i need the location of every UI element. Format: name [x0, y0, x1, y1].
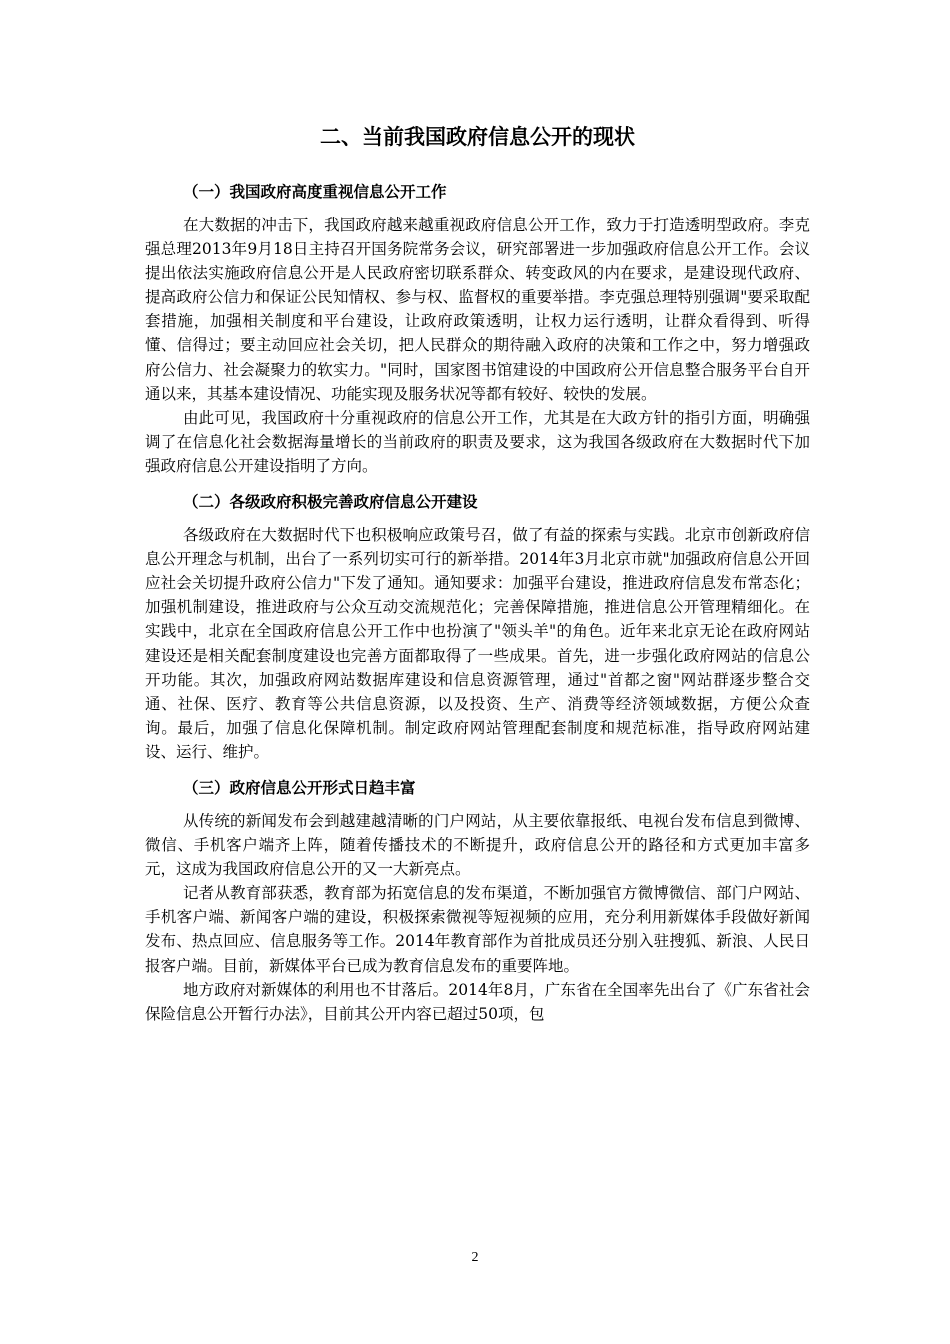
- paragraph: 在大数据的冲击下，我国政府越来越重视政府信息公开工作，致力于打造透明型政府。李克强总理2013年9月18日主持召开国务院常务会议，研究部署进一步加强政府信息公开工作。会议提出依法实施政府信息公开是人民政府密切联系群众、转变政风的内在要求，是建设现代政府、提高政府公信力和保证公民知情权、参与权、监督权的重要举措。李克强总理特别强调"要采取配套措施，加强相关制度和平台建设，让政府政策透明，让权力运行透明，让群众看得到、听得懂、信得过；要主动回应社会关切，把人民群众的期待融入政府的决策和工作之中，努力增强政府公信力、社会凝聚力的软实力。"同时，国家图书馆建设的中国政府公开信息整合服务平台自开通以来，其基本建设情况、功能实现及服务状况等都有较好、较快的发展。: [145, 216, 810, 403]
- page-content: [145, 122, 810, 1026]
- paragraph: 由此可见，我国政府十分重视政府的信息公开工作，尤其是在大政方针的指引方面，明确强调了在信息化社会数据海量增长的当前政府的职责及要求，这为我国各级政府在大数据时代下加强政府信息公开建设指明了方向。: [145, 408, 810, 475]
- section-1: [145, 180, 810, 478]
- paragraph: 各级政府在大数据时代下也积极响应政策号召，做了有益的探索与实践。北京市创新政府信息公开理念与机制，出台了一系列切实可行的新举措。2014年3月北京市就"加强政府信息公开回应社会关切提升政府公信力"下发了通知。通知要求：加强平台建设，推进政府信息发布常态化；加强机制建设，推进政府与公众互动交流规范化；完善保障措施，推进信息公开管理精细化。在实践中，北京在全国政府信息公开工作中也扮演了"领头羊"的角色。近年来北京无论在政府网站建设还是相关配套制度建设也完善方面都取得了一些成果。首先，进一步强化政府网站的信息公开功能。其次，加强政府网站数据库建设和信息资源管理，通过"首都之窗"网站群逐步整合交通、社保、医疗、教育等公共信息资源，以及投资、生产、消费等经济领域数据，方便公众查询。最后，加强了信息化保障机制。制定政府网站管理配套制度和规范标准，指导政府网站建设、运行、维护。: [145, 526, 810, 761]
- section-heading: （三）政府信息公开形式日趋丰富: [183, 778, 416, 797]
- section-2: [145, 490, 810, 764]
- paragraph: 从传统的新闻发布会到越建越清晰的门户网站，从主要依靠报纸、电视台发布信息到微博、微信、手机客户端齐上阵，随着传播技术的不断提升，政府信息公开的路径和方式更加丰富多元，这成为我国政府信息公开的又一大新亮点。: [145, 811, 810, 879]
- paragraph: 记者从教育部获悉，教育部为拓宽信息的发布渠道，不断加强官方微博微信、部门户网站、手机客户端、新闻客户端的建设，积极探索微视等短视频的应用，充分利用新媒体手段做好新闻发布、热点回应、信息服务等工作。2014年教育部作为首批成员还分别入驻搜狐、新浪、人民日报客户端。目前，新媒体平台已成为教育信息发布的重要阵地。: [145, 884, 810, 975]
- section-heading: （一）我国政府高度重视信息公开工作: [183, 183, 447, 201]
- section-heading: （二）各级政府积极完善政府信息公开建设: [183, 493, 478, 512]
- page-title: 二、当前我国政府信息公开的现状: [320, 125, 635, 149]
- page-number: 2: [471, 1250, 479, 1265]
- section-3: [145, 776, 810, 1026]
- paragraph: 地方政府对新媒体的利用也不甘落后。2014年8月，广东省在全国率先出台了《广东省社会保险信息公开暂行办法》，目前其公开内容已超过50项，包: [145, 980, 810, 1023]
